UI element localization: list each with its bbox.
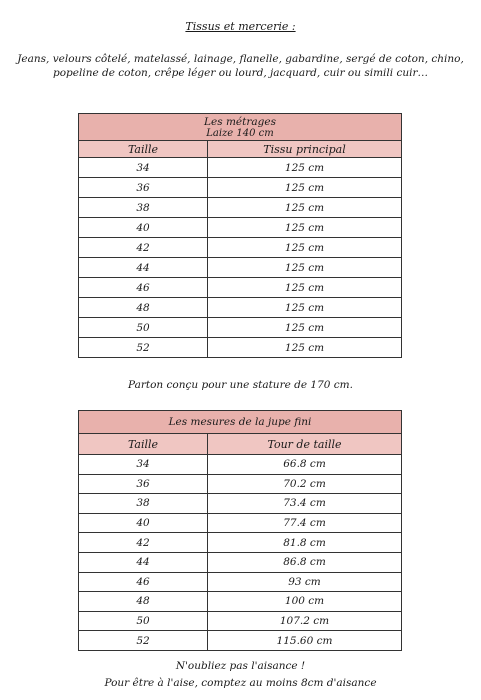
table-row (79, 533, 402, 553)
table-row (79, 474, 402, 494)
size-cell: 48 (79, 298, 208, 318)
column-header-waist: Tour de taille (208, 434, 402, 455)
measurements-table-caption: Les mesures de la jupe fini (79, 411, 402, 434)
size-cell: 42 (79, 238, 208, 258)
table-row (79, 631, 402, 651)
finished-measurements-table (78, 410, 402, 651)
size-cell: 42 (79, 533, 208, 553)
value-cell: 125 cm (208, 218, 402, 238)
yardage-title: Les métrages (204, 116, 276, 128)
value-cell: 125 cm (208, 278, 402, 298)
value-cell: 100 cm (208, 592, 402, 612)
page-title: Tissus et mercerie : (185, 20, 296, 33)
ease-reminder: N'oubliez pas l'aisance ! (175, 660, 306, 672)
size-cell: 40 (79, 513, 208, 533)
yardage-table (78, 113, 402, 358)
table-row (79, 572, 402, 592)
value-cell: 73.4 cm (208, 494, 402, 514)
value-cell: 70.2 cm (208, 474, 402, 494)
table-row (79, 218, 402, 238)
table-row (79, 552, 402, 572)
table-row (79, 494, 402, 514)
table-row (79, 278, 402, 298)
size-cell: 38 (79, 198, 208, 218)
value-cell: 115.60 cm (208, 631, 402, 651)
yardage-header-row (79, 141, 402, 158)
size-cell: 34 (79, 455, 208, 475)
size-cell: 46 (79, 572, 208, 592)
table-row (79, 238, 402, 258)
table-row (79, 513, 402, 533)
size-cell: 46 (79, 278, 208, 298)
size-cell: 48 (79, 592, 208, 612)
table-row (79, 178, 402, 198)
value-cell: 125 cm (208, 258, 402, 278)
size-cell: 38 (79, 494, 208, 514)
table-row (79, 258, 402, 278)
size-cell: 50 (79, 318, 208, 338)
size-cell: 44 (79, 552, 208, 572)
value-cell: 125 cm (208, 318, 402, 338)
table-row (79, 455, 402, 475)
value-cell: 125 cm (208, 298, 402, 318)
table-row (79, 592, 402, 612)
value-cell: 125 cm (208, 338, 402, 358)
value-cell: 125 cm (208, 178, 402, 198)
size-cell: 40 (79, 218, 208, 238)
fabric-width: Laize 140 cm (206, 128, 274, 139)
measurements-header-row (79, 434, 402, 455)
size-cell: 36 (79, 474, 208, 494)
value-cell: 125 cm (208, 198, 402, 218)
size-cell: 34 (79, 158, 208, 178)
value-cell: 86.8 cm (208, 552, 402, 572)
value-cell: 107.2 cm (208, 611, 402, 631)
table-row (79, 338, 402, 358)
column-header-main-fabric: Tissu principal (208, 141, 402, 158)
value-cell: 125 cm (208, 158, 402, 178)
size-cell: 52 (79, 338, 208, 358)
table-row (79, 318, 402, 338)
size-cell: 50 (79, 611, 208, 631)
fabric-list: Jeans, velours côtelé, matelassé, lainage, flanelle, gabardine, sergé de coton, chino, popeline de coton, crêpe léger ou lourd, jacquard, cuir ou simili cuir… (17, 53, 464, 79)
value-cell: 125 cm (208, 238, 402, 258)
column-header-size: Taille (79, 434, 208, 455)
size-cell: 52 (79, 631, 208, 651)
yardage-table-caption (79, 114, 402, 141)
column-header-size: Taille (79, 141, 208, 158)
size-cell: 36 (79, 178, 208, 198)
value-cell: 66.8 cm (208, 455, 402, 475)
table-row (79, 611, 402, 631)
ease-advice: Pour être à l'aise, comptez au moins 8cm d'aisance (104, 677, 377, 689)
table-row (79, 158, 402, 178)
value-cell: 77.4 cm (208, 513, 402, 533)
value-cell: 93 cm (208, 572, 402, 592)
table-row (79, 298, 402, 318)
pattern-height-note: Parton conçu pour une stature de 170 cm. (128, 379, 353, 391)
value-cell: 81.8 cm (208, 533, 402, 553)
table-row (79, 198, 402, 218)
size-cell: 44 (79, 258, 208, 278)
